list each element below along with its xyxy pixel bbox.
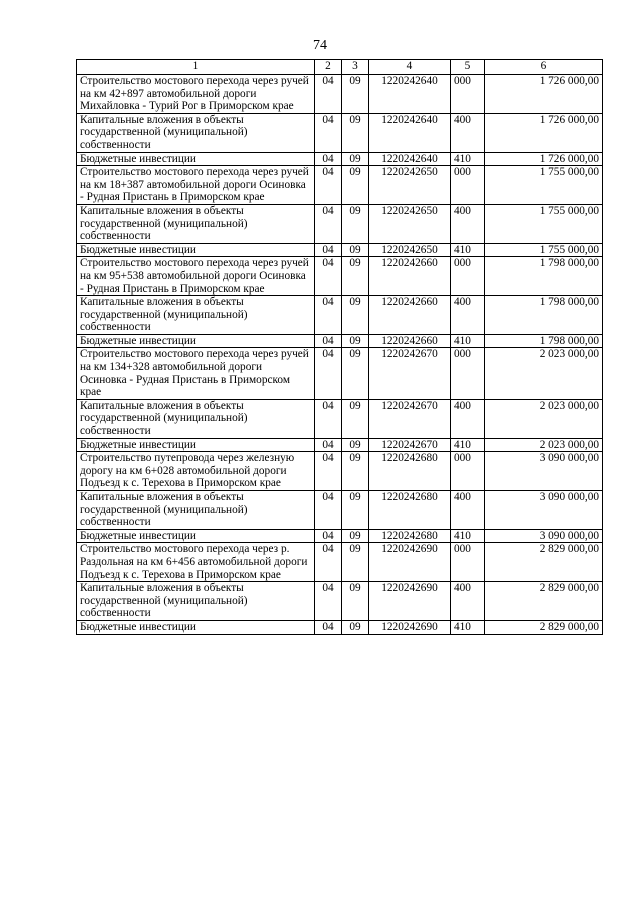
subsection-cell: 09 <box>342 204 369 243</box>
table-body <box>77 75 603 635</box>
section-cell: 04 <box>315 75 342 114</box>
item-name-cell: Строительство мостового перехода через ручей на км 95+538 автомобильной дороги Осиновка - Рудная Пристань в Приморском крае <box>77 257 315 296</box>
subsection-cell: 09 <box>342 620 369 634</box>
table-row <box>77 529 603 543</box>
subsection-cell: 09 <box>342 152 369 166</box>
table-row <box>77 620 603 634</box>
expense-kind-cell: 410 <box>451 243 485 257</box>
amount-cell: 2 023 000,00 <box>485 399 603 438</box>
subsection-cell: 09 <box>342 529 369 543</box>
expense-kind-cell: 400 <box>451 296 485 335</box>
amount-cell: 1 755 000,00 <box>485 243 603 257</box>
item-name-cell: Капитальные вложения в объекты государственной (муниципальной) собственности <box>77 113 315 152</box>
header-cell-4: 4 <box>369 60 451 75</box>
target-article-cell: 1220242680 <box>369 529 451 543</box>
header-cell-3: 3 <box>342 60 369 75</box>
header-row <box>77 60 603 75</box>
amount-cell: 1 798 000,00 <box>485 296 603 335</box>
item-name-cell: Капитальные вложения в объекты государственной (муниципальной) собственности <box>77 582 315 621</box>
amount-cell: 2 829 000,00 <box>485 543 603 582</box>
target-article-cell: 1220242670 <box>369 348 451 399</box>
expense-kind-cell: 410 <box>451 438 485 452</box>
expense-kind-cell: 400 <box>451 491 485 530</box>
page-number: 74 <box>313 38 327 53</box>
amount-cell: 2 829 000,00 <box>485 620 603 634</box>
table-row <box>77 438 603 452</box>
amount-cell: 1 755 000,00 <box>485 204 603 243</box>
section-cell: 04 <box>315 166 342 205</box>
target-article-cell: 1220242670 <box>369 438 451 452</box>
target-article-cell: 1220242660 <box>369 257 451 296</box>
item-name-cell: Капитальные вложения в объекты государственной (муниципальной) собственности <box>77 204 315 243</box>
item-name-cell: Строительство мостового перехода через р. Раздольная на км 6+456 автомобильной дороги Подъезд к с. Терехова в Приморском крае <box>77 543 315 582</box>
target-article-cell: 1220242690 <box>369 582 451 621</box>
table-row <box>77 491 603 530</box>
table-row <box>77 257 603 296</box>
subsection-cell: 09 <box>342 348 369 399</box>
table-row <box>77 334 603 348</box>
subsection-cell: 09 <box>342 75 369 114</box>
target-article-cell: 1220242690 <box>369 620 451 634</box>
subsection-cell: 09 <box>342 452 369 491</box>
expense-kind-cell: 410 <box>451 620 485 634</box>
target-article-cell: 1220242680 <box>369 452 451 491</box>
table-row <box>77 152 603 166</box>
item-name-cell: Бюджетные инвестиции <box>77 152 315 166</box>
expense-kind-cell: 400 <box>451 399 485 438</box>
amount-cell: 3 090 000,00 <box>485 491 603 530</box>
section-cell: 04 <box>315 620 342 634</box>
expense-kind-cell: 000 <box>451 257 485 296</box>
target-article-cell: 1220242650 <box>369 166 451 205</box>
item-name-cell: Строительство мостового перехода через ручей на км 42+897 автомобильной дороги Михайловка - Турий Рог в Приморском крае <box>77 75 315 114</box>
item-name-cell: Капитальные вложения в объекты государственной (муниципальной) собственности <box>77 296 315 335</box>
section-cell: 04 <box>315 491 342 530</box>
section-cell: 04 <box>315 152 342 166</box>
expense-kind-cell: 410 <box>451 334 485 348</box>
expense-kind-cell: 000 <box>451 452 485 491</box>
header-cell-2: 2 <box>315 60 342 75</box>
item-name-cell: Строительство путепровода через железную дорогу на км 6+028 автомобильной дороги Подъезд к с. Терехова в Приморском крае <box>77 452 315 491</box>
table-row <box>77 582 603 621</box>
item-name-cell: Строительство мостового перехода через ручей на км 134+328 автомобильной дороги Осиновка - Рудная Пристань в Приморском крае <box>77 348 315 399</box>
target-article-cell: 1220242640 <box>369 152 451 166</box>
subsection-cell: 09 <box>342 543 369 582</box>
subsection-cell: 09 <box>342 438 369 452</box>
subsection-cell: 09 <box>342 257 369 296</box>
amount-cell: 1 755 000,00 <box>485 166 603 205</box>
section-cell: 04 <box>315 257 342 296</box>
table-row <box>77 452 603 491</box>
section-cell: 04 <box>315 334 342 348</box>
section-cell: 04 <box>315 296 342 335</box>
table-row <box>77 204 603 243</box>
expense-kind-cell: 000 <box>451 348 485 399</box>
subsection-cell: 09 <box>342 491 369 530</box>
expense-kind-cell: 400 <box>451 582 485 621</box>
table-row <box>77 243 603 257</box>
subsection-cell: 09 <box>342 399 369 438</box>
item-name-cell: Бюджетные инвестиции <box>77 529 315 543</box>
section-cell: 04 <box>315 529 342 543</box>
target-article-cell: 1220242670 <box>369 399 451 438</box>
item-name-cell: Бюджетные инвестиции <box>77 243 315 257</box>
expense-kind-cell: 000 <box>451 75 485 114</box>
table-row <box>77 166 603 205</box>
subsection-cell: 09 <box>342 113 369 152</box>
section-cell: 04 <box>315 399 342 438</box>
section-cell: 04 <box>315 452 342 491</box>
target-article-cell: 1220242640 <box>369 113 451 152</box>
header-cell-6: 6 <box>485 60 603 75</box>
table-row <box>77 75 603 114</box>
expense-kind-cell: 000 <box>451 543 485 582</box>
header-cell-5: 5 <box>451 60 485 75</box>
amount-cell: 1 726 000,00 <box>485 113 603 152</box>
amount-cell: 3 090 000,00 <box>485 452 603 491</box>
section-cell: 04 <box>315 543 342 582</box>
amount-cell: 2 023 000,00 <box>485 438 603 452</box>
item-name-cell: Бюджетные инвестиции <box>77 438 315 452</box>
expense-kind-cell: 000 <box>451 166 485 205</box>
section-cell: 04 <box>315 204 342 243</box>
section-cell: 04 <box>315 348 342 399</box>
table-row <box>77 399 603 438</box>
expense-kind-cell: 410 <box>451 529 485 543</box>
amount-cell: 1 798 000,00 <box>485 257 603 296</box>
amount-cell: 1 726 000,00 <box>485 152 603 166</box>
section-cell: 04 <box>315 113 342 152</box>
item-name-cell: Капитальные вложения в объекты государственной (муниципальной) собственности <box>77 491 315 530</box>
subsection-cell: 09 <box>342 296 369 335</box>
table-row <box>77 348 603 399</box>
subsection-cell: 09 <box>342 243 369 257</box>
target-article-cell: 1220242660 <box>369 334 451 348</box>
target-article-cell: 1220242660 <box>369 296 451 335</box>
amount-cell: 2 829 000,00 <box>485 582 603 621</box>
expense-kind-cell: 400 <box>451 113 485 152</box>
amount-cell: 1 726 000,00 <box>485 75 603 114</box>
item-name-cell: Бюджетные инвестиции <box>77 620 315 634</box>
amount-cell: 1 798 000,00 <box>485 334 603 348</box>
budget-table <box>76 59 603 635</box>
section-cell: 04 <box>315 582 342 621</box>
subsection-cell: 09 <box>342 166 369 205</box>
target-article-cell: 1220242640 <box>369 75 451 114</box>
item-name-cell: Бюджетные инвестиции <box>77 334 315 348</box>
expense-kind-cell: 410 <box>451 152 485 166</box>
target-article-cell: 1220242650 <box>369 243 451 257</box>
table-row <box>77 296 603 335</box>
expense-kind-cell: 400 <box>451 204 485 243</box>
table-row <box>77 543 603 582</box>
subsection-cell: 09 <box>342 334 369 348</box>
amount-cell: 2 023 000,00 <box>485 348 603 399</box>
subsection-cell: 09 <box>342 582 369 621</box>
table-row <box>77 113 603 152</box>
target-article-cell: 1220242680 <box>369 491 451 530</box>
item-name-cell: Строительство мостового перехода через ручей на км 18+387 автомобильной дороги Осиновка - Рудная Пристань в Приморском крае <box>77 166 315 205</box>
target-article-cell: 1220242690 <box>369 543 451 582</box>
section-cell: 04 <box>315 438 342 452</box>
amount-cell: 3 090 000,00 <box>485 529 603 543</box>
item-name-cell: Капитальные вложения в объекты государственной (муниципальной) собственности <box>77 399 315 438</box>
header-cell-1: 1 <box>77 60 315 75</box>
target-article-cell: 1220242650 <box>369 204 451 243</box>
section-cell: 04 <box>315 243 342 257</box>
